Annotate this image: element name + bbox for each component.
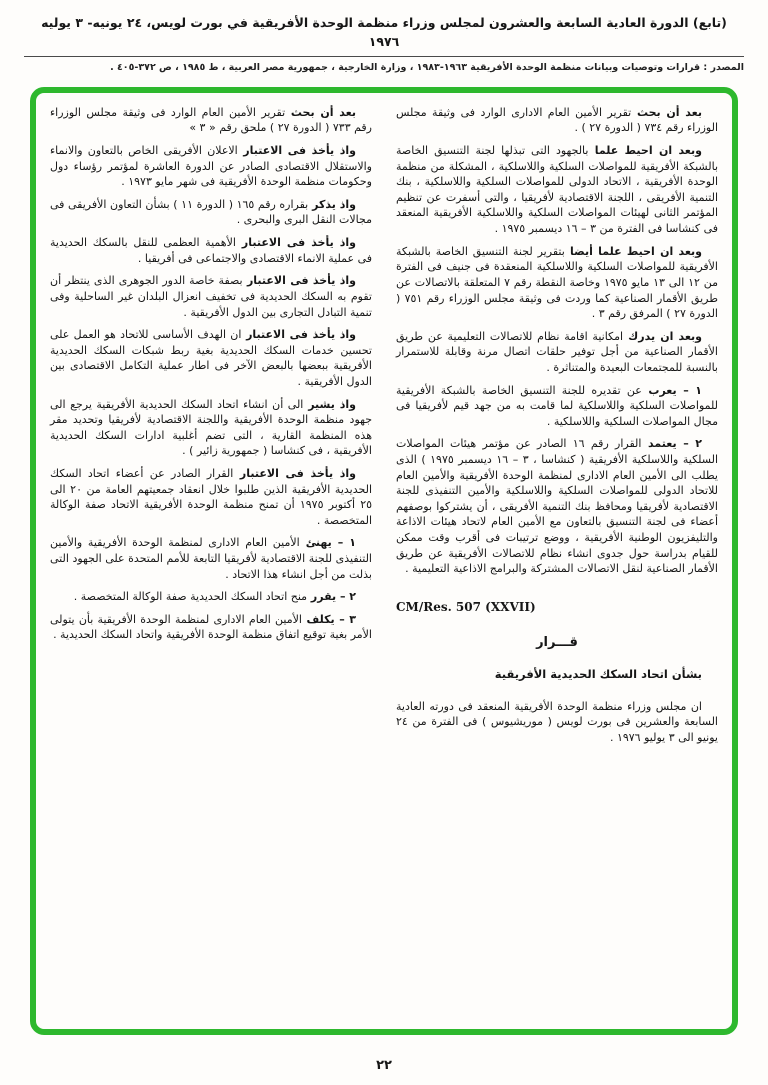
paragraph: ٣ – يكلف الأمين العام الادارى لمنظمة الوحدة الأفريقية بأن يتولى الأمر بغية توقيع اتفاق منظمة الوحدة الأفريقية واتحاد السكك الحديدية .: [50, 612, 372, 642]
paragraph-lead: وبعد ان احيط علما أيضا: [564, 244, 702, 258]
paragraph: ٢ – يقرر منح اتحاد السكك الحديدية صفة الوكالة المتخصصة .: [73, 590, 356, 604]
header-title: (تابع) الدورة العادية السابعة والعشرون لمجلس وزراء منظمة الوحدة الأفريقية في بورت لويس، ٢٤ يونيه- ٣ يوليه ١٩٧٦: [24, 14, 744, 57]
paragraph-lead: بعد أن بحث: [631, 105, 702, 119]
paragraph: واذ يأخذ فى الاعتبار الأهمية العظمى للنقل بالسكك الحديدية فى عملية الانماء الاقتصادى والاجتماعى فى أفريقيا .: [50, 236, 372, 265]
column-right: [396, 105, 718, 1019]
paragraph: ان مجلس وزراء منظمة الوحدة الأفريقية المنعقد فى دورته العادية السابعة والعشرين فى بورت لويس ( موريشيوس ) فى الفترة من ٢٤ يونيو الى ٣ يوليو ١٩٧٦ .: [396, 699, 718, 744]
paragraph-lead: واذ يأخذ فى الاعتبار: [233, 466, 356, 480]
paragraph: واذ يأخذ فى الاعتبار بصفة خاصة الدور الجوهرى الذى ينتظر أن تقوم به السكك الحديدية فى تخفيف انعزال البلدان غير الساحلية وفى تنمية التبادل التجارى بين الدول الأفريقية .: [50, 274, 372, 319]
paragraph: ٢ – يعتمد القرار رقم ١٦ الصادر عن مؤتمر هيئات المواصلات السلكية واللاسلكية الأفريقية ( كنشاسا ، ٣ – ١٦ ديسمبر ١٩٧٥ ) الذى يطلب الى الأمين العام الادارى لمنظمة الوحدة الأفريقية والأمين العام للاتحاد الدولى للمواصلات السلكية واللاسلكية والأمين التنفيذى للجنة الاقتصادية لأفريقيا ومحافظ بنك التنمية الأفريقى ، أن يشتركوا بوصفهم أعضاء فى لجنة التنسيق بالتعاون مع الأمين العام لاتحاد هيئات الاذاعة والتليفزيون الوطنية الأفريقية ، ووضع ترتيبات فى أقرب وقت ممكن للقيام بدراسة حول جدوى انشاء نظام للاتصالات الأفريقية عن طريق الأقمار الصناعية لنقل الاتصالات المشتركة والبرامج الاذاعية التعليمية .: [396, 437, 719, 576]
paragraph-lead: ١ – يهنئ: [299, 536, 356, 550]
paragraph-lead: واذ يأخذ فى الاعتبار: [242, 274, 356, 288]
paragraph: واذ يأخذ فى الاعتبار الاعلان الأفريقى الخاص بالتعاون والانماء والاستقلال الاقتصادى الصادر عن الدورة العاشرة لمؤتمر رؤساء دول وحكومات منظمة الوحدة الأفريقية فى شهر مايو ١٩٧٣ .: [50, 144, 372, 189]
paragraph-lead: ١ – يعرب: [641, 383, 702, 397]
header-source-line: المصدر : قرارات وتوصيات وبيانات منظمة الوحدة الأفريقية ١٩٦٣-١٩٨٣ ، وزارة الخارجية ، جمهورية مصر العربية ، ط ١٩٨٥ ، ص ٣٧٢-٤٠٥ .: [110, 61, 744, 73]
paragraph: وبعد ان احيط علما بالجهود التى تبذلها لجنة التنسيق الخاصة بالشبكة الأفريقية للمواصلات السلكية واللاسلكية ، المشكلة من منظمة الوحدة الأفريقية ، الاتحاد الدولى للمواصلات السلكية واللاسلكية ، بنك التنمية الأفريقى ، اللجنة الاقتصادية لأفريقيا ، والتى أسفرت عن تنظيم المؤتمر الثانى لهيئات المواصلات السلكية واللاسلكية الأفريقية المنعقد فى كنشاسا فى الفترة من ٣ – ١٦ ديسمبر ١٩٧٥ .: [396, 144, 718, 236]
column-left: [50, 105, 372, 1019]
page-number: ٢٢: [376, 1058, 392, 1073]
paragraph-lead: واذ يأخذ فى الاعتبار: [241, 328, 356, 342]
paragraph-lead: واذ يأخذ فى الاعتبار: [235, 236, 356, 250]
paragraph: واذ يشير الى أن انشاء اتحاد السكك الحديدية الأفريقية يرجع الى جهود منظمة الوحدة الأفريقية واللجنة الاقتصادية لأفريقيا وتحديد مقر هذه المنظمة القارية ، التى تضم أغلبية ادارات السكك الحديدية الأفريقية ، فى كنشاسا ( جمهورية زائير ) .: [50, 397, 372, 458]
paragraph: ١ – يهنئ الأمين العام الادارى لمنظمة الوحدة الأفريقية والأمين التنفيذى للجنة الاقتصادية لأفريقيا التابعة للأمم المتحدة على الجهود التى بذلت من أجل انشاء هذا الاتحاد .: [50, 536, 372, 581]
paragraph-lead: ٢ – يعتمد: [641, 437, 703, 451]
paragraph-lead: واذ يأخذ فى الاعتبار: [237, 144, 356, 158]
paragraph-lead: وبعد ان احيط علما: [588, 144, 702, 158]
content-frame: [30, 87, 738, 1035]
paragraph-lead: بعد أن بحث: [285, 105, 356, 119]
paragraph: قـــرار: [536, 634, 578, 650]
paragraph: بعد أن بحث تقرير الأمين العام الادارى الوارد فى وثيقة مجلس الوزراء رقم ٧٣٤ ( الدورة ٢٧ ) .: [396, 105, 718, 135]
paragraph-lead: ٢ – يقرر: [307, 590, 356, 604]
paragraph: بشأن اتحاد السكك الحديدية الأفريقية: [494, 667, 702, 682]
paragraph-lead: وبعد ان يدرك: [623, 329, 702, 343]
paragraph: بعد أن بحث تقرير الأمين العام الوارد فى وثيقة مجلس الوزراء رقم ٧٣٣ ( الدورة ٢٧ ) ملحق رقم « ٣ »: [50, 105, 372, 135]
paragraph: واذ يأخذ فى الاعتبار ان الهدف الأساسى للاتحاد هو العمل على تحسين خدمات السكك الحديدية بغية ربط شبكات السكك الحديدية الأفريقية ببعضها بالبعض الآخر فى اطار عملية التكامل الاقتصادى بين الدول الأفريقية .: [50, 328, 372, 388]
paragraph: واذ يأخذ فى الاعتبار القرار الصادر عن أعضاء اتحاد السكك الحديدية الأفريقية الذين طلبوا خلال انعقاد جمعيتهم العامة من ٢٠ الى ٢٥ أكتوبر ١٩٧٥ أن تمنح منظمة الوحدة الأفريقية الاتحاد صفة الوكالة المتخصصة .: [50, 466, 373, 527]
paragraph-lead: واذ يشير: [303, 397, 356, 411]
paragraph: وبعد ان احيط علما أيضا بتقرير لجنة التنسيق الخاصة بالشبكة الأفريقية للمواصلات السلكية واللاسلكية المنعقدة فى جنيف فى الفترة من ١٢ الى ١٣ مايو ١٩٧٥ وخاصة النقطة رقم ٧ المتعلقة بالاتصالات عن طريق الأقمار الصناعية كما وردت فى وثيقة مجلس الوزراء رقم ٧٥١ ( الدورة ٢٧ ) المرفق رقم ٣ .: [396, 244, 719, 321]
paragraph: CM/Res. 507 (XXVII): [396, 599, 536, 614]
page-footer: [0, 1058, 768, 1073]
page-header: [0, 0, 768, 74]
paragraph-lead: ٣ – يكلف: [301, 612, 356, 626]
paragraph: ١ – يعرب عن تقديره للجنة التنسيق الخاصة بالشبكة الأفريقية للمواصلات السلكية واللاسلكية لما قامت به من جهد قيم لأفريقيا فى مجال المواصلات السلكية واللاسلكية .: [396, 383, 718, 428]
paragraph: واذ يذكر بقراره رقم ١٦٥ ( الدورة ١١ ) بشأن التعاون الأفريقى فى مجالات النقل البرى والبحرى .: [50, 197, 372, 227]
paragraph: وبعد ان يدرك امكانية اقامة نظام للاتصالات التعليمية عن طريق الأقمار الصناعية من أجل توفير حلقات اتصال مرنة وقابلة للاستمرار بالنسبة للمجتمعات البعيدة والمتناثرة .: [396, 329, 718, 374]
paragraph-lead: واذ يذكر: [308, 197, 357, 211]
